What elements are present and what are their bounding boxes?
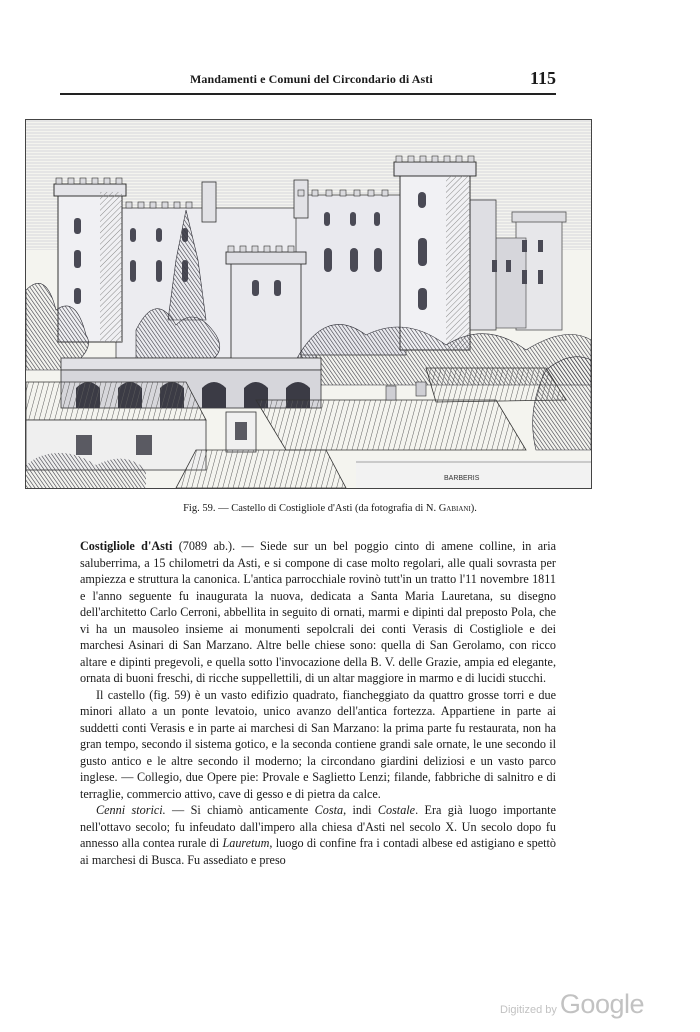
history-text-4: , luogo di confine fra i contadi albese ed astigiano e spettò ai marchesi di Busca. Fu assediato e preso <box>80 836 557 867</box>
history-text-2: , indi <box>343 803 378 817</box>
name-costa: Costa <box>314 803 344 817</box>
caption-text: Fig. 59. — Castello di Costigliole d'Asti (da fotografia di N. <box>183 503 439 514</box>
running-header <box>60 68 556 90</box>
watermark-prefix: Digitized by <box>500 1004 560 1016</box>
artist-signature: BARBERIS <box>444 475 480 482</box>
digitized-watermark <box>500 989 644 1020</box>
history-text-3: . Era già luogo importante nell'ottavo secolo; fu infeudato dall'impero alla chiesa d'Asti nel secolo X. Un secolo dopo fu annesso alla contea rurale di <box>80 803 556 850</box>
history-heading: Cenni storici. <box>96 803 166 817</box>
google-logo: Google <box>559 989 644 1019</box>
page-number: 115 <box>529 68 556 88</box>
paragraph-intro-text: (7089 ab.). — Siede sur un bel poggio cinto di amene colline, in aria saluberrima, a 15 chilometri da Asti, e si compone di case molto regolari, alle quali sovrasta per ampiezza e struttura la canonica. L'antica parrocchiale rovinò tutt'in un tratto l'11 novembre 1811 e l'anno seguente fu inaugurata la nuova, dedicata a Santa Maria Lauretana, su disegno dell'architetto Carlo Cerroni, abbellita in seguito di ornati, marmi e dipinti dal preposto Pola, che vi ha un mausoleo insieme ai monumenti sepolcrali dei conti Verasis di Costigliole e dei marchesi Asinari di San Marzano. Altre belle chiese sono: quella di San Gerolamo, con ricco altare e dipinti pregevoli, e quella sotto l'invocazione della B. V. delle Grazie, ampia ed elegante, ornata di buoni freschi, di ricche suppellettili, di un altar maggiore in marmo e di lucidi stucchi. <box>80 539 556 685</box>
town-name: Costigliole d'Asti <box>80 539 173 553</box>
paragraph-castle <box>80 687 556 803</box>
body-text <box>80 538 556 868</box>
castle-engraving <box>25 119 592 489</box>
caption-photographer: Gabiani <box>438 503 471 514</box>
castle-engraving-drawing <box>26 120 591 488</box>
paragraph-castle-text: Il castello (fig. 59) è un vasto edifizio quadrato, fiancheggiato da quattro grosse torri e due minori allato a un ponte levatoio, unico avanzo dell'antica fortezza. Appartiene in parte ai suddetti conti Verasis e in parte ai marchesi di San Marzano: la prima parte fu restaurata, non ha gran tempo, secondo il sistema gotico, e la seconda contiene grandi sale ornate, le une secondo il gusto antico e le altre secondo il moderno; la circondano giardini deliziosi e un vasto parco inglese. — Collegio, due Opere pie: Provale e Saglietto Lenzi; filande, fabbriche di salnitro e di terraglie, commercio attivo, cave di gesso e di pietra da calce. <box>80 687 556 801</box>
history-text-1: — Si chiamò anticamente <box>165 803 315 817</box>
name-costale: Costale <box>377 803 416 817</box>
header-rule <box>60 93 556 95</box>
running-title: Mandamenti e Comuni del Circondario di Asti <box>190 72 433 86</box>
caption-tail: ). <box>470 503 477 514</box>
paragraph-history <box>80 802 556 868</box>
figure-caption <box>0 503 660 514</box>
paragraph-intro <box>80 538 556 687</box>
name-lauretum: Lauretum <box>222 836 270 850</box>
